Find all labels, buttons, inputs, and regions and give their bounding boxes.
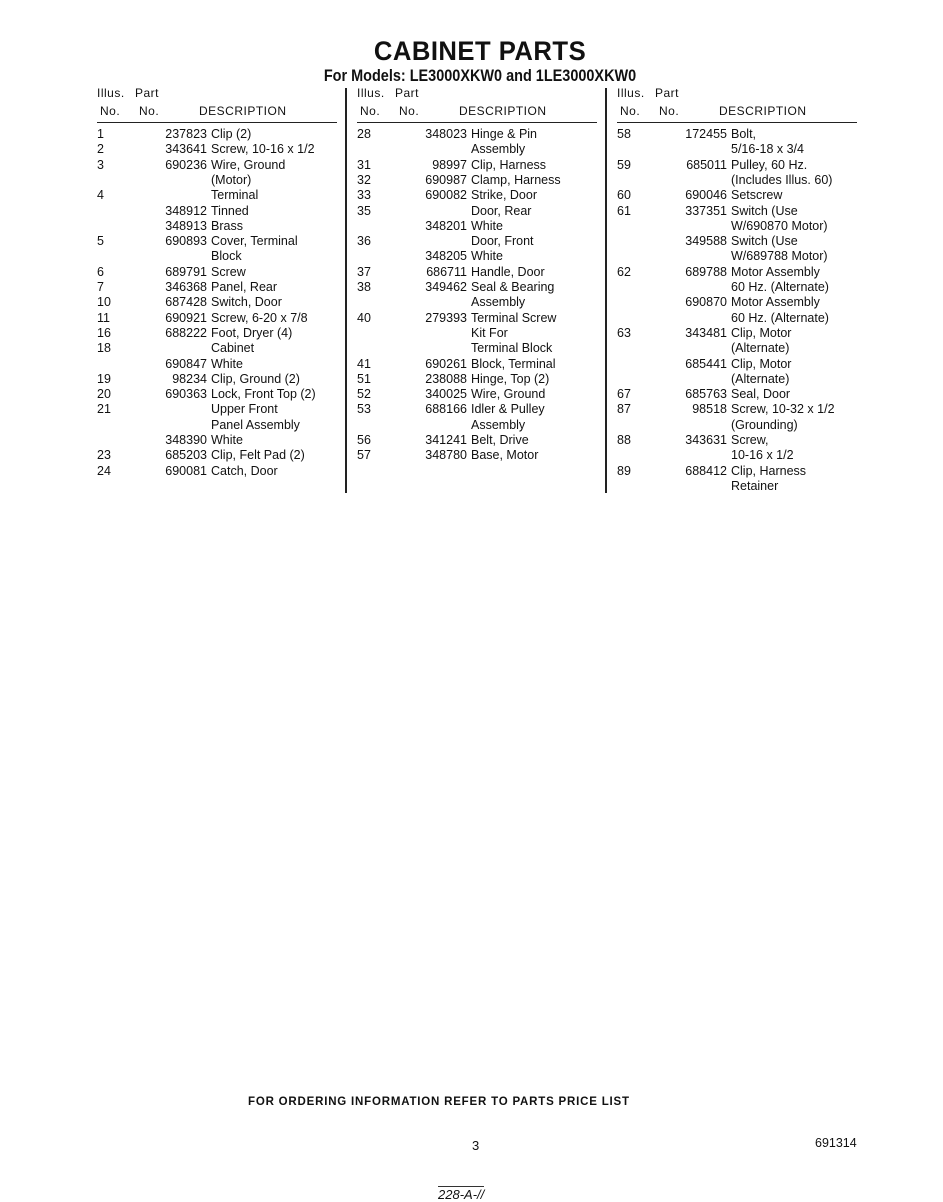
illus-number: 16 bbox=[97, 325, 111, 340]
table-row bbox=[617, 357, 867, 372]
header-description: DESCRIPTION bbox=[719, 104, 807, 118]
table-row bbox=[357, 265, 607, 280]
table-row bbox=[97, 341, 347, 356]
parts-column bbox=[357, 86, 602, 496]
header-no2: No. bbox=[139, 104, 160, 118]
table-row bbox=[617, 280, 867, 295]
illus-number: 56 bbox=[357, 433, 371, 447]
illus-number: 57 bbox=[357, 448, 371, 463]
illus-number: 61 bbox=[617, 203, 631, 218]
description: Cabinet bbox=[211, 341, 255, 356]
illus-number: 38 bbox=[357, 280, 371, 294]
description: 60 Hz. (Alternate) bbox=[731, 280, 829, 294]
table-row bbox=[357, 372, 607, 387]
description: Setscrew bbox=[731, 188, 783, 203]
illus-number: 18 bbox=[97, 341, 111, 356]
table-row bbox=[617, 479, 867, 494]
description: Door, Front bbox=[471, 234, 534, 249]
description: Wire, Ground bbox=[211, 157, 286, 172]
part-number: 98518 bbox=[692, 402, 727, 417]
description: White bbox=[471, 249, 503, 264]
description: Clip, Harness bbox=[731, 463, 807, 478]
illus-number: 4 bbox=[97, 188, 104, 203]
illus-number: 58 bbox=[617, 127, 631, 141]
page-number: 3 bbox=[472, 1138, 480, 1153]
table-row bbox=[97, 280, 347, 295]
description: Terminal Block bbox=[471, 341, 553, 356]
description: Clip, Harness bbox=[471, 157, 547, 172]
part-number: 685441 bbox=[685, 356, 727, 371]
description: Motor Assembly bbox=[731, 264, 820, 279]
description: (Motor) bbox=[211, 172, 252, 187]
illus-number: 32 bbox=[357, 172, 371, 187]
table-row bbox=[357, 142, 607, 157]
description: Screw, 10-16 x 1/2 bbox=[211, 142, 315, 157]
table-row bbox=[617, 188, 867, 203]
header-rule bbox=[97, 122, 337, 123]
document-number: 691314 bbox=[815, 1136, 857, 1150]
description: Clip, Ground (2) bbox=[211, 371, 300, 386]
description: Terminal bbox=[211, 188, 259, 203]
illus-number: 63 bbox=[617, 325, 631, 340]
illus-number: 51 bbox=[357, 371, 371, 386]
part-number: 690921 bbox=[165, 310, 207, 325]
part-number: 690847 bbox=[165, 356, 207, 371]
handwritten-stamp: 228-A-// bbox=[438, 1187, 485, 1202]
description: Screw, bbox=[731, 433, 769, 447]
illus-number: 52 bbox=[357, 387, 371, 402]
table-row bbox=[357, 173, 607, 188]
illus-number: 53 bbox=[357, 402, 371, 417]
table-row bbox=[97, 326, 347, 341]
illus-number: 31 bbox=[357, 157, 371, 172]
header-no1: No. bbox=[620, 104, 641, 118]
table-row bbox=[617, 326, 867, 341]
table-row bbox=[357, 158, 607, 173]
table-row bbox=[617, 127, 867, 142]
description: Pulley, 60 Hz. bbox=[731, 157, 808, 172]
table-row bbox=[357, 418, 607, 433]
table-row bbox=[357, 188, 607, 203]
description: Panel Assembly bbox=[211, 417, 300, 432]
part-number: 348023 bbox=[425, 127, 467, 141]
table-row bbox=[617, 204, 867, 219]
table-row bbox=[617, 219, 867, 234]
table-row bbox=[357, 219, 607, 234]
description: White bbox=[211, 356, 243, 371]
description: Base, Motor bbox=[471, 448, 539, 463]
illus-number: 35 bbox=[357, 203, 371, 218]
parts-column bbox=[617, 86, 862, 496]
part-number: 688222 bbox=[165, 325, 207, 340]
part-number: 238088 bbox=[425, 371, 467, 386]
illus-number: 33 bbox=[357, 188, 371, 203]
table-row bbox=[97, 311, 347, 326]
part-number: 685763 bbox=[685, 387, 727, 402]
description: Strike, Door bbox=[471, 188, 537, 203]
description: Block, Terminal bbox=[471, 356, 556, 371]
illus-number: 28 bbox=[357, 127, 371, 141]
part-number: 690081 bbox=[165, 463, 207, 478]
illus-number: 5 bbox=[97, 234, 104, 249]
table-row bbox=[97, 173, 347, 188]
part-number: 348912 bbox=[165, 203, 207, 218]
part-number: 340025 bbox=[425, 387, 467, 402]
description: Hinge & Pin bbox=[471, 127, 538, 141]
description: Clip, Felt Pad (2) bbox=[211, 448, 305, 463]
table-row bbox=[617, 142, 867, 157]
part-number: 685203 bbox=[165, 448, 207, 463]
description: (Includes Illus. 60) bbox=[731, 172, 833, 187]
table-row bbox=[97, 249, 347, 264]
description: White bbox=[471, 218, 503, 233]
table-row bbox=[97, 188, 347, 203]
table-row bbox=[97, 357, 347, 372]
description: Catch, Door bbox=[211, 463, 278, 478]
description: Foot, Dryer (4) bbox=[211, 325, 293, 340]
description: 60 Hz. (Alternate) bbox=[731, 310, 829, 325]
table-row bbox=[617, 311, 867, 326]
part-number: 98997 bbox=[432, 157, 467, 172]
description: Switch, Door bbox=[211, 295, 282, 310]
header-illus: Illus. bbox=[357, 86, 385, 100]
header-illus: Illus. bbox=[617, 86, 645, 100]
illus-number: 89 bbox=[617, 463, 631, 478]
table-row bbox=[357, 433, 607, 448]
table-row bbox=[617, 249, 867, 264]
description: Block bbox=[211, 249, 242, 264]
part-number: 690236 bbox=[165, 157, 207, 172]
part-number: 172455 bbox=[685, 127, 727, 141]
header-part: Part bbox=[655, 86, 680, 100]
table-row bbox=[617, 341, 867, 356]
table-row bbox=[97, 265, 347, 280]
description: Assembly bbox=[471, 417, 526, 432]
table-row bbox=[617, 234, 867, 249]
description: Belt, Drive bbox=[471, 433, 529, 447]
table-row bbox=[617, 433, 867, 448]
table-row bbox=[357, 326, 607, 341]
table-row bbox=[357, 234, 607, 249]
part-number: 337351 bbox=[685, 203, 727, 218]
illus-number: 40 bbox=[357, 310, 371, 325]
description: Clip, Motor bbox=[731, 325, 792, 340]
part-number: 686711 bbox=[426, 264, 467, 279]
description: Switch (Use bbox=[731, 234, 798, 249]
table-row bbox=[617, 158, 867, 173]
illus-number: 88 bbox=[617, 433, 631, 447]
description: Handle, Door bbox=[471, 264, 545, 279]
table-row bbox=[357, 387, 607, 402]
description: 10-16 x 1/2 bbox=[731, 448, 794, 463]
description: Seal, Door bbox=[731, 387, 791, 402]
description: Screw, 6-20 x 7/8 bbox=[211, 310, 308, 325]
illus-number: 67 bbox=[617, 387, 631, 402]
table-row bbox=[97, 142, 347, 157]
description: 5/16-18 x 3/4 bbox=[731, 142, 804, 157]
part-number: 688412 bbox=[685, 463, 727, 478]
part-number: 237823 bbox=[165, 127, 207, 141]
description: Hinge, Top (2) bbox=[471, 371, 550, 386]
header-rule bbox=[357, 122, 597, 123]
description: Clip, Motor bbox=[731, 356, 792, 371]
illus-number: 62 bbox=[617, 264, 631, 279]
illus-number: 20 bbox=[97, 387, 111, 402]
illus-number: 2 bbox=[97, 142, 104, 157]
table-row bbox=[357, 127, 607, 142]
description: Clip (2) bbox=[211, 127, 252, 141]
table-row bbox=[97, 219, 347, 234]
table-row bbox=[97, 418, 347, 433]
description: Idler & Pulley bbox=[471, 402, 545, 417]
part-number: 343631 bbox=[685, 433, 727, 447]
part-number: 349462 bbox=[425, 280, 467, 294]
part-number: 690082 bbox=[425, 188, 467, 203]
description: Cover, Terminal bbox=[211, 234, 298, 249]
illus-number: 36 bbox=[357, 234, 371, 249]
part-number: 689788 bbox=[685, 264, 727, 279]
description: Seal & Bearing bbox=[471, 280, 555, 294]
models-subtitle: For Models: LE3000XKW0 and 1LE3000XKW0 bbox=[323, 66, 637, 85]
illus-number: 10 bbox=[97, 295, 111, 310]
part-number: 690046 bbox=[685, 188, 727, 203]
table-row bbox=[357, 402, 607, 417]
description: Motor Assembly bbox=[731, 295, 820, 310]
description: Bolt, bbox=[731, 127, 757, 141]
description: Assembly bbox=[471, 295, 526, 310]
description: (Alternate) bbox=[731, 341, 790, 356]
part-number: 346368 bbox=[165, 280, 207, 294]
table-row bbox=[97, 372, 347, 387]
table-row bbox=[97, 387, 347, 402]
table-row bbox=[617, 387, 867, 402]
illus-number: 3 bbox=[97, 157, 104, 172]
header-rule bbox=[617, 122, 857, 123]
part-number: 343481 bbox=[685, 325, 727, 340]
table-row bbox=[357, 341, 607, 356]
table-row bbox=[357, 311, 607, 326]
part-number: 348913 bbox=[165, 218, 207, 233]
illus-number: 60 bbox=[617, 188, 631, 203]
part-number: 688166 bbox=[425, 402, 467, 417]
part-number: 348201 bbox=[425, 218, 467, 233]
table-row bbox=[617, 464, 867, 479]
table-row bbox=[357, 280, 607, 295]
ordering-note: FOR ORDERING INFORMATION REFER TO PARTS PRICE LIST bbox=[248, 1096, 630, 1108]
table-row bbox=[97, 448, 347, 463]
part-number: 685011 bbox=[686, 157, 727, 172]
table-row bbox=[357, 295, 607, 310]
header-description: DESCRIPTION bbox=[199, 104, 287, 118]
description: Switch (Use bbox=[731, 203, 798, 218]
part-number: 349588 bbox=[685, 234, 727, 249]
table-row bbox=[357, 448, 607, 463]
table-row bbox=[617, 372, 867, 387]
illus-number: 23 bbox=[97, 448, 111, 463]
part-number: 348205 bbox=[425, 249, 467, 264]
header-no1: No. bbox=[100, 104, 121, 118]
description: Brass bbox=[211, 218, 243, 233]
part-number: 690870 bbox=[685, 295, 727, 310]
parts-column bbox=[97, 86, 342, 496]
part-number: 690987 bbox=[425, 172, 467, 187]
table-row bbox=[357, 204, 607, 219]
description: Wire, Ground bbox=[471, 387, 546, 402]
description: Kit For bbox=[471, 325, 508, 340]
part-number: 348780 bbox=[425, 448, 467, 463]
header-no2: No. bbox=[399, 104, 420, 118]
illus-number: 1 bbox=[97, 127, 104, 141]
illus-number: 87 bbox=[617, 402, 631, 417]
illus-number: 59 bbox=[617, 157, 631, 172]
table-row bbox=[617, 402, 867, 417]
part-number: 279393 bbox=[425, 310, 467, 325]
description: (Alternate) bbox=[731, 371, 790, 386]
table-row bbox=[357, 357, 607, 372]
table-row bbox=[617, 448, 867, 463]
description: (Grounding) bbox=[731, 417, 798, 432]
part-number: 690261 bbox=[425, 356, 467, 371]
part-number: 690363 bbox=[165, 387, 207, 402]
table-row bbox=[97, 464, 347, 479]
header-part: Part bbox=[395, 86, 420, 100]
part-number: 98234 bbox=[172, 371, 207, 386]
table-row bbox=[97, 295, 347, 310]
description: Panel, Rear bbox=[211, 280, 278, 294]
table-row bbox=[97, 158, 347, 173]
part-number: 689791 bbox=[165, 264, 207, 279]
table-row bbox=[97, 433, 347, 448]
description: W/689788 Motor) bbox=[731, 249, 828, 264]
illus-number: 37 bbox=[357, 264, 371, 279]
header-illus: Illus. bbox=[97, 86, 125, 100]
description: Screw, 10-32 x 1/2 bbox=[731, 402, 835, 417]
part-number: 687428 bbox=[165, 295, 207, 310]
description: Lock, Front Top (2) bbox=[211, 387, 316, 402]
illus-number: 21 bbox=[97, 402, 111, 417]
part-number: 341241 bbox=[425, 433, 467, 447]
table-row bbox=[97, 234, 347, 249]
description: White bbox=[211, 433, 243, 447]
header-description: DESCRIPTION bbox=[459, 104, 547, 118]
header-no1: No. bbox=[360, 104, 381, 118]
part-number: 343641 bbox=[165, 142, 207, 157]
description: Screw bbox=[211, 264, 246, 279]
table-row bbox=[617, 295, 867, 310]
description: Door, Rear bbox=[471, 203, 532, 218]
table-row bbox=[97, 127, 347, 142]
illus-number: 19 bbox=[97, 371, 111, 386]
table-row bbox=[617, 418, 867, 433]
table-row bbox=[97, 402, 347, 417]
description: Clamp, Harness bbox=[471, 172, 561, 187]
table-row bbox=[97, 204, 347, 219]
description: W/690870 Motor) bbox=[731, 218, 828, 233]
description: Upper Front bbox=[211, 402, 278, 417]
illus-number: 24 bbox=[97, 463, 111, 478]
description: Tinned bbox=[211, 203, 249, 218]
illus-number: 7 bbox=[97, 280, 104, 294]
part-number: 348390 bbox=[165, 433, 207, 447]
header-no2: No. bbox=[659, 104, 680, 118]
part-number: 690893 bbox=[165, 234, 207, 249]
description: Terminal Screw bbox=[471, 310, 557, 325]
table-row bbox=[617, 265, 867, 280]
header-part: Part bbox=[135, 86, 160, 100]
table-row bbox=[357, 249, 607, 264]
illus-number: 6 bbox=[97, 264, 104, 279]
table-row bbox=[617, 173, 867, 188]
illus-number: 11 bbox=[97, 310, 110, 325]
page-title: CABINET PARTS bbox=[373, 36, 587, 66]
description: Retainer bbox=[731, 478, 779, 493]
illus-number: 41 bbox=[357, 356, 371, 371]
description: Assembly bbox=[471, 142, 526, 157]
